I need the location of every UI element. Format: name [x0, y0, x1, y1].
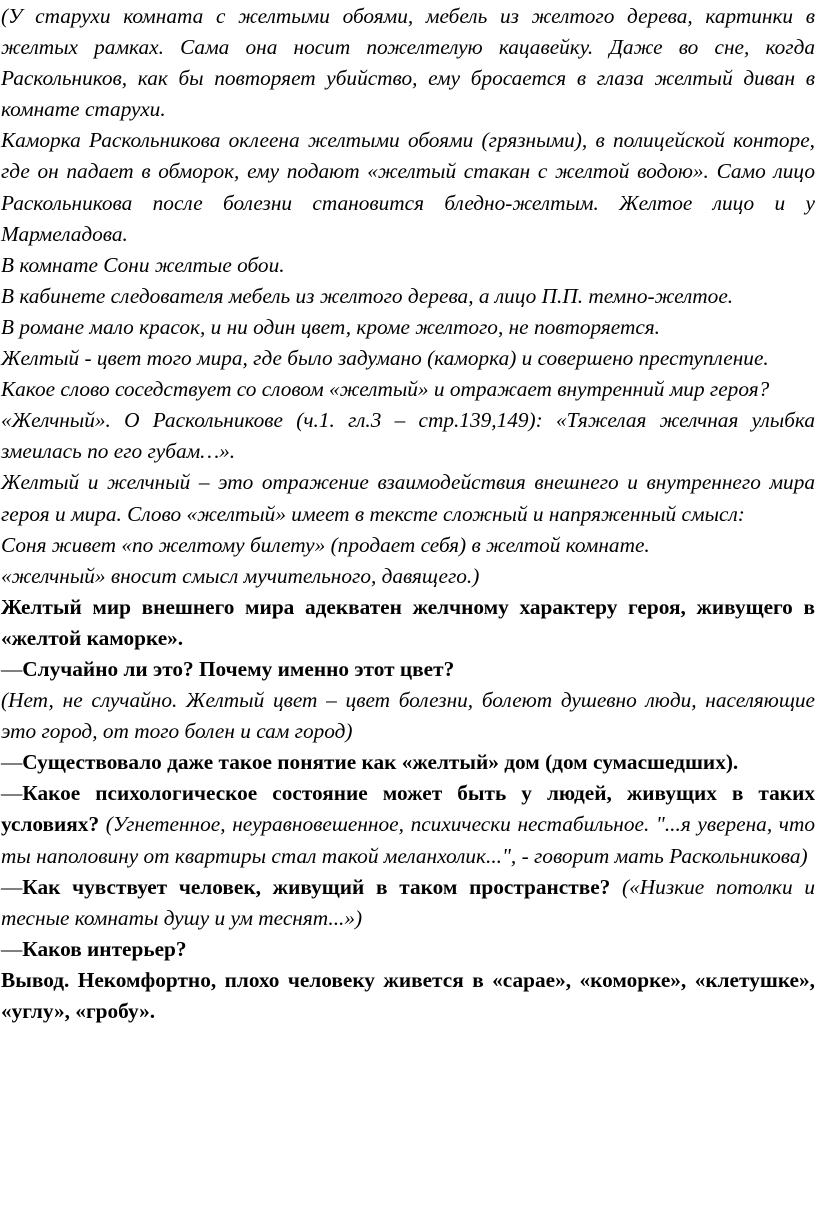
answer-text: («Низкие потолки и тесные комнаты душу и ум теснят...») [1, 874, 815, 930]
paragraph-sonya-room: В комнате Сони желтые обои. [1, 252, 285, 277]
paragraph-question-why-color [1, 654, 815, 685]
question-text: Как чувствует человек, живущий в таком пространстве? [22, 874, 611, 899]
question-text: Случайно ли это? Почему именно этот цвет? [22, 656, 455, 681]
answer-text: (Угнетенное, неуравновешенное, психически нестабильное. "...я уверена, что ты наполовину от квартиры стал такой меланхолик...", - говорит мать Раскольникова) [1, 812, 815, 868]
paragraph-answer-not-random: (Нет, не случайно. Желтый цвет – цвет болезни, болеют душевно люди, населяющие это город, от того болен и сам город) [1, 688, 815, 744]
question-text: Каков интерьер? [22, 936, 187, 961]
paragraph-interior-question [1, 934, 815, 965]
dash-mark: — [1, 874, 23, 899]
paragraph-yellow-world: Желтый - цвет того мира, где было задумано (каморка) и совершено преступление. [1, 346, 769, 371]
paragraph-few-colors: В романе мало красок, и ни один цвет, кроме желтого, не повторяется. [1, 314, 661, 339]
paragraph-bilious: «Желчный». О Раскольникове (ч.1. гл.3 – стр.139,149): «Тяжелая желчная улыбка змеилась по его губам…». [1, 408, 815, 464]
dash-mark: — [1, 781, 23, 806]
dash-mark: — [1, 656, 23, 681]
paragraph-yellow-world-statement: Желтый мир внешнего мира адекватен желчному характеру героя, живущего в «желтой каморке». [1, 594, 815, 650]
paragraph-how-person-feels [1, 872, 815, 934]
question-text: Какое психологическое состояние может быть у людей, живущих в таких условиях? [1, 781, 815, 837]
statement-text: Существовало даже такое понятие как «желтый» дом (дом сумасшедших). [22, 750, 739, 775]
dash-mark: — [1, 750, 23, 775]
paragraph-raskolnikov-room: Каморка Раскольникова оклеена желтыми обоями (грязными), в полицейской конторе, где он падает в обморок, ему подают «желтый стакан с желтой водою». Само лицо Раскольникова после болезни становится бледно-желтым. Желтое лицо и у Мармеладова. [1, 128, 815, 246]
paragraph-yellow-and-bilious: Желтый и желчный – это отражение взаимодействия внешнего и внутреннего мира героя и мира. Слово «желтый» имеет в тексте сложный и напряженный смысл: [1, 470, 815, 526]
paragraph-conclusion: Вывод. Некомфортно, плохо человеку живется в «сарае», «коморке», «клетушке», «углу», «гробу». [1, 967, 815, 1023]
dash-mark: — [1, 936, 23, 961]
paragraph-yellow-house [1, 747, 815, 778]
paragraph-sonya-ticket: Соня живет «по желтому билету» (продает себя) в желтой комнате. [1, 532, 650, 557]
paragraph-old-woman-room: (У старухи комната с желтыми обоями, мебель из желтого дерева, картинки в желтых рамках. Сама она носит пожелтелую кацавейку. Даже во сне, когда Раскольников, как бы повторяет убийство, ему бросается в глаза желтый диван в комнате старухи. [1, 4, 815, 122]
paragraph-question-word: Какое слово соседствует со словом «желтый» и отражает внутренний мир героя? [1, 377, 770, 402]
paragraph-investigator-office: В кабинете следователя мебель из желтого дерева, а лицо П.П. темно-желтое. [1, 283, 734, 308]
paragraph-psychological-state [1, 778, 815, 871]
paragraph-bilious-meaning: «желчный» вносит смысл мучительного, давящего.) [1, 563, 480, 588]
